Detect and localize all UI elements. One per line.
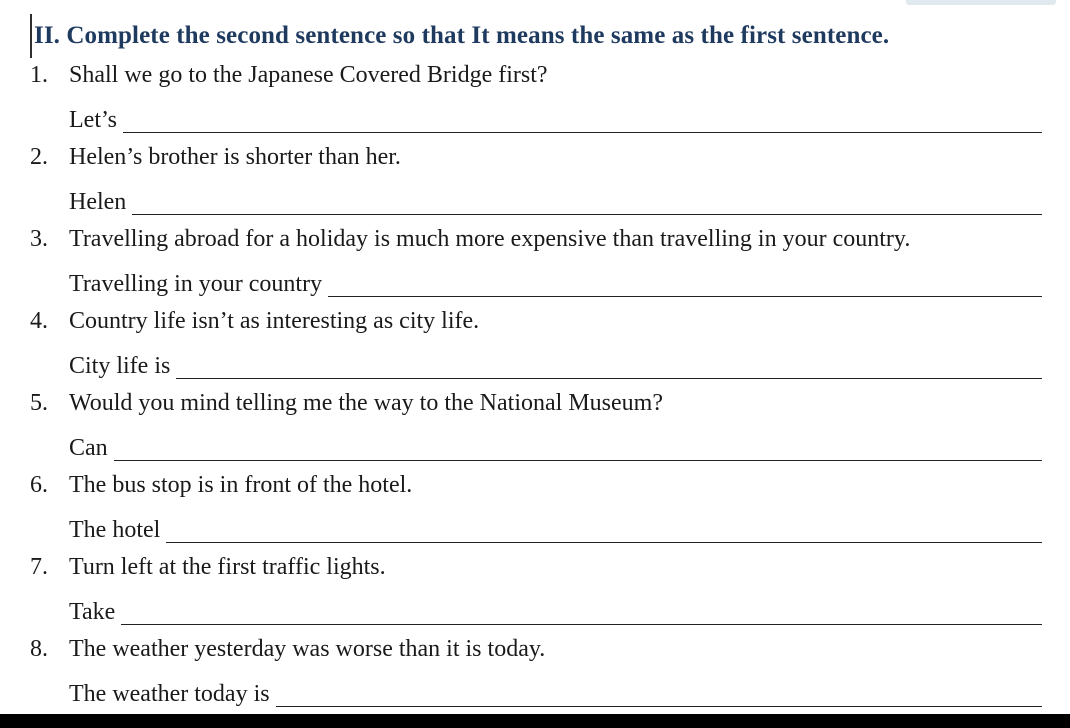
question-sentence: Country life isn’t as interesting as city life. bbox=[69, 308, 480, 334]
answer-line bbox=[69, 594, 1042, 628]
answer-blank[interactable] bbox=[166, 541, 1042, 543]
question-sentence: The weather yesterday was worse than it is today. bbox=[69, 636, 546, 662]
exercise-item-3 bbox=[0, 222, 1070, 304]
question-line bbox=[30, 60, 548, 90]
question-line bbox=[30, 634, 545, 664]
answer-prompt: The hotel bbox=[69, 517, 161, 543]
answer-blank[interactable] bbox=[123, 131, 1042, 133]
question-number: 6. bbox=[30, 472, 48, 498]
question-line bbox=[30, 552, 386, 582]
exercise-item-7 bbox=[0, 550, 1070, 632]
answer-prompt: Travelling in your country bbox=[69, 271, 323, 297]
answer-blank[interactable] bbox=[176, 377, 1042, 379]
exercise-list bbox=[0, 58, 1070, 714]
answer-blank[interactable] bbox=[121, 623, 1042, 625]
answer-prompt: Let’s bbox=[69, 107, 117, 133]
answer-prompt: Helen bbox=[69, 189, 127, 215]
question-line bbox=[30, 306, 479, 336]
answer-blank[interactable] bbox=[276, 705, 1042, 707]
question-number: 3. bbox=[30, 226, 48, 252]
answer-line bbox=[69, 430, 1042, 464]
question-number: 7. bbox=[30, 554, 48, 580]
answer-line bbox=[69, 512, 1042, 546]
question-sentence: Shall we go to the Japanese Covered Bridge first? bbox=[69, 62, 548, 88]
question-sentence: Helen’s brother is shorter than her. bbox=[69, 144, 401, 170]
question-line bbox=[30, 388, 663, 418]
answer-line bbox=[69, 184, 1042, 218]
question-number: 5. bbox=[30, 390, 48, 416]
question-sentence: Turn left at the first traffic lights. bbox=[69, 554, 386, 580]
answer-line bbox=[69, 676, 1042, 710]
answer-blank[interactable] bbox=[132, 213, 1042, 215]
question-line bbox=[30, 470, 412, 500]
top-decoration bbox=[906, 0, 1056, 5]
answer-blank[interactable] bbox=[114, 459, 1042, 461]
answer-prompt: Take bbox=[69, 599, 116, 625]
exercise-item-5 bbox=[0, 386, 1070, 468]
answer-blank[interactable] bbox=[328, 295, 1042, 297]
question-line bbox=[30, 142, 401, 172]
answer-prompt: Can bbox=[69, 435, 108, 461]
answer-prompt: The weather today is bbox=[69, 681, 270, 707]
question-sentence: Would you mind telling me the way to the National Museum? bbox=[69, 390, 663, 416]
answer-line bbox=[69, 102, 1042, 136]
question-line bbox=[30, 224, 910, 254]
exercise-item-6 bbox=[0, 468, 1070, 550]
exercise-heading: II. Complete the second sentence so that It means the same as the first sentence. bbox=[34, 22, 890, 49]
answer-prompt: City life is bbox=[69, 353, 171, 379]
question-sentence: The bus stop is in front of the hotel. bbox=[69, 472, 413, 498]
bottom-black-bar bbox=[0, 714, 1070, 728]
question-number: 8. bbox=[30, 636, 48, 662]
question-number: 4. bbox=[30, 308, 48, 334]
question-number: 2. bbox=[30, 144, 48, 170]
answer-line bbox=[69, 266, 1042, 300]
heading-left-rule bbox=[30, 14, 32, 58]
question-sentence: Travelling abroad for a holiday is much more expensive than travelling in your country. bbox=[69, 226, 911, 252]
exercise-item-2 bbox=[0, 140, 1070, 222]
exercise-item-1 bbox=[0, 58, 1070, 140]
exercise-item-8 bbox=[0, 632, 1070, 714]
question-number: 1. bbox=[30, 62, 48, 88]
exercise-item-4 bbox=[0, 304, 1070, 386]
answer-line bbox=[69, 348, 1042, 382]
